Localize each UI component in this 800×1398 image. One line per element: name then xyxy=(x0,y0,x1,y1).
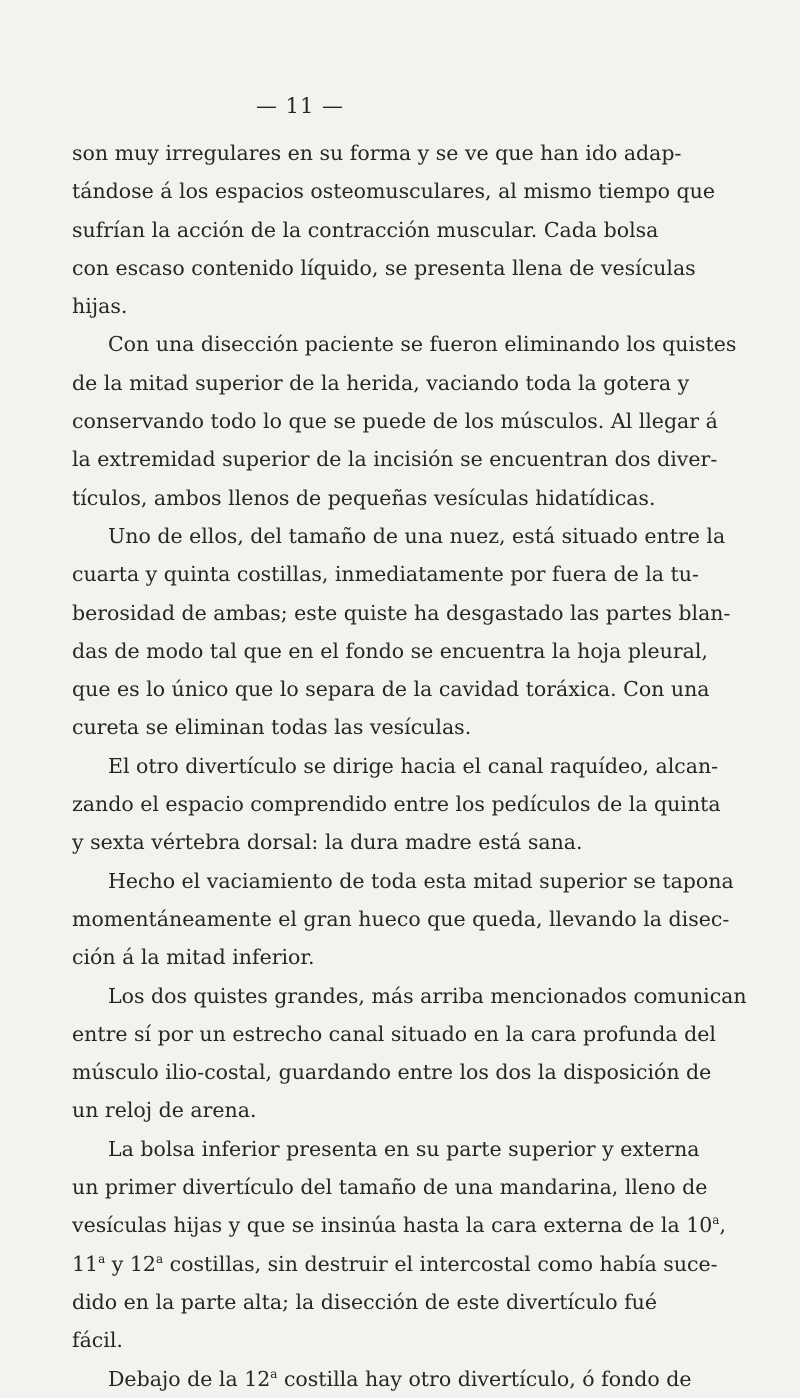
paragraph-first-line: La bolsa inferior presenta en su parte superior y externa xyxy=(108,1136,700,1161)
superscript: a xyxy=(270,1366,278,1381)
superscript: a xyxy=(98,1251,106,1266)
text-line: de la mitad superior de la herida, vaciando toda la gotera y xyxy=(72,370,690,395)
text-line: fácil. xyxy=(72,1328,123,1353)
text-line: un primer divertículo del tamaño de una mandarina, lleno de xyxy=(72,1175,708,1200)
text-line: sufrían la acción de la contracción muscular. Cada bolsa xyxy=(72,217,659,242)
text-line: vesículas hijas y que se insinúa hasta la cara externa de la 10$^a$, xyxy=(72,1213,726,1238)
paragraph-first-line: Hecho el vaciamiento de toda esta mitad superior se tapona xyxy=(108,868,734,893)
text-line: tándose á los espacios osteomusculares, al mismo tiempo que xyxy=(72,179,715,204)
text-line: berosidad de ambas; este quiste ha desgastado las partes blan- xyxy=(72,600,731,625)
text-line: cuarta y quinta costillas, inmediatamente por fuera de la tu- xyxy=(72,562,699,587)
text-line: zando el espacio comprendido entre los pedículos de la quinta xyxy=(72,792,721,817)
paragraph-first-line: Con una disección paciente se fueron eliminando los quistes xyxy=(108,332,737,357)
text-line: músculo ilio-costal, guardando entre los dos la disposición de xyxy=(72,1060,712,1085)
text-line: tículos, ambos llenos de pequeñas vesículas hidatídicas. xyxy=(72,485,656,510)
text-line: entre sí por un estrecho canal situado en la cara profunda del xyxy=(72,1021,716,1046)
text-line: conservando todo lo que se puede de los músculos. Al llegar á xyxy=(72,409,718,434)
paragraph-first-line: Los dos quistes grandes, más arriba mencionados comunican xyxy=(108,983,747,1008)
superscript: a xyxy=(155,1251,164,1266)
paragraph-first-line: El otro divertículo se dirige hacia el canal raquídeo, alcan- xyxy=(108,753,719,778)
paragraph-first-line: Uno de ellos, del tamaño de una nuez, está situado entre la xyxy=(108,523,726,548)
text-line: con escaso contenido líquido, se presenta llena de vesículas xyxy=(72,255,696,280)
text-line: la extremidad superior de la incisión se encuentran dos diver- xyxy=(72,447,718,472)
text-line: das de modo tal que en el fondo se encuentra la hoja pleural, xyxy=(72,638,708,663)
paragraph-first-line: Debajo de la 12$^a$ costilla hay otro divertículo, ó fondo de xyxy=(108,1366,692,1391)
text-line: dido en la parte alta; la disección de este divertículo fué xyxy=(72,1289,658,1314)
text-line: momentáneamente el gran hueco que queda, llevando la disec- xyxy=(72,906,730,931)
page-number: — 11 — xyxy=(255,94,345,118)
text-line: ción á la mitad inferior. xyxy=(72,945,315,970)
text-line: y sexta vértebra dorsal: la dura madre está sana. xyxy=(72,830,583,855)
text-line: que es lo único que lo separa de la cavidad toráxica. Con una xyxy=(72,677,710,702)
text-line: 11$^a$ y 12$^a$ costillas, sin destruir el intercostal como había suce- xyxy=(72,1251,718,1276)
body-text xyxy=(72,134,747,1398)
text-line: un reloj de arena. xyxy=(72,1098,257,1123)
superscript: a xyxy=(712,1213,720,1228)
text-line: hijas. xyxy=(72,294,128,319)
text-line: son muy irregulares en su forma y se ve que han ido adap- xyxy=(72,141,682,165)
text-line: cureta se eliminan todas las vesículas. xyxy=(72,715,472,740)
